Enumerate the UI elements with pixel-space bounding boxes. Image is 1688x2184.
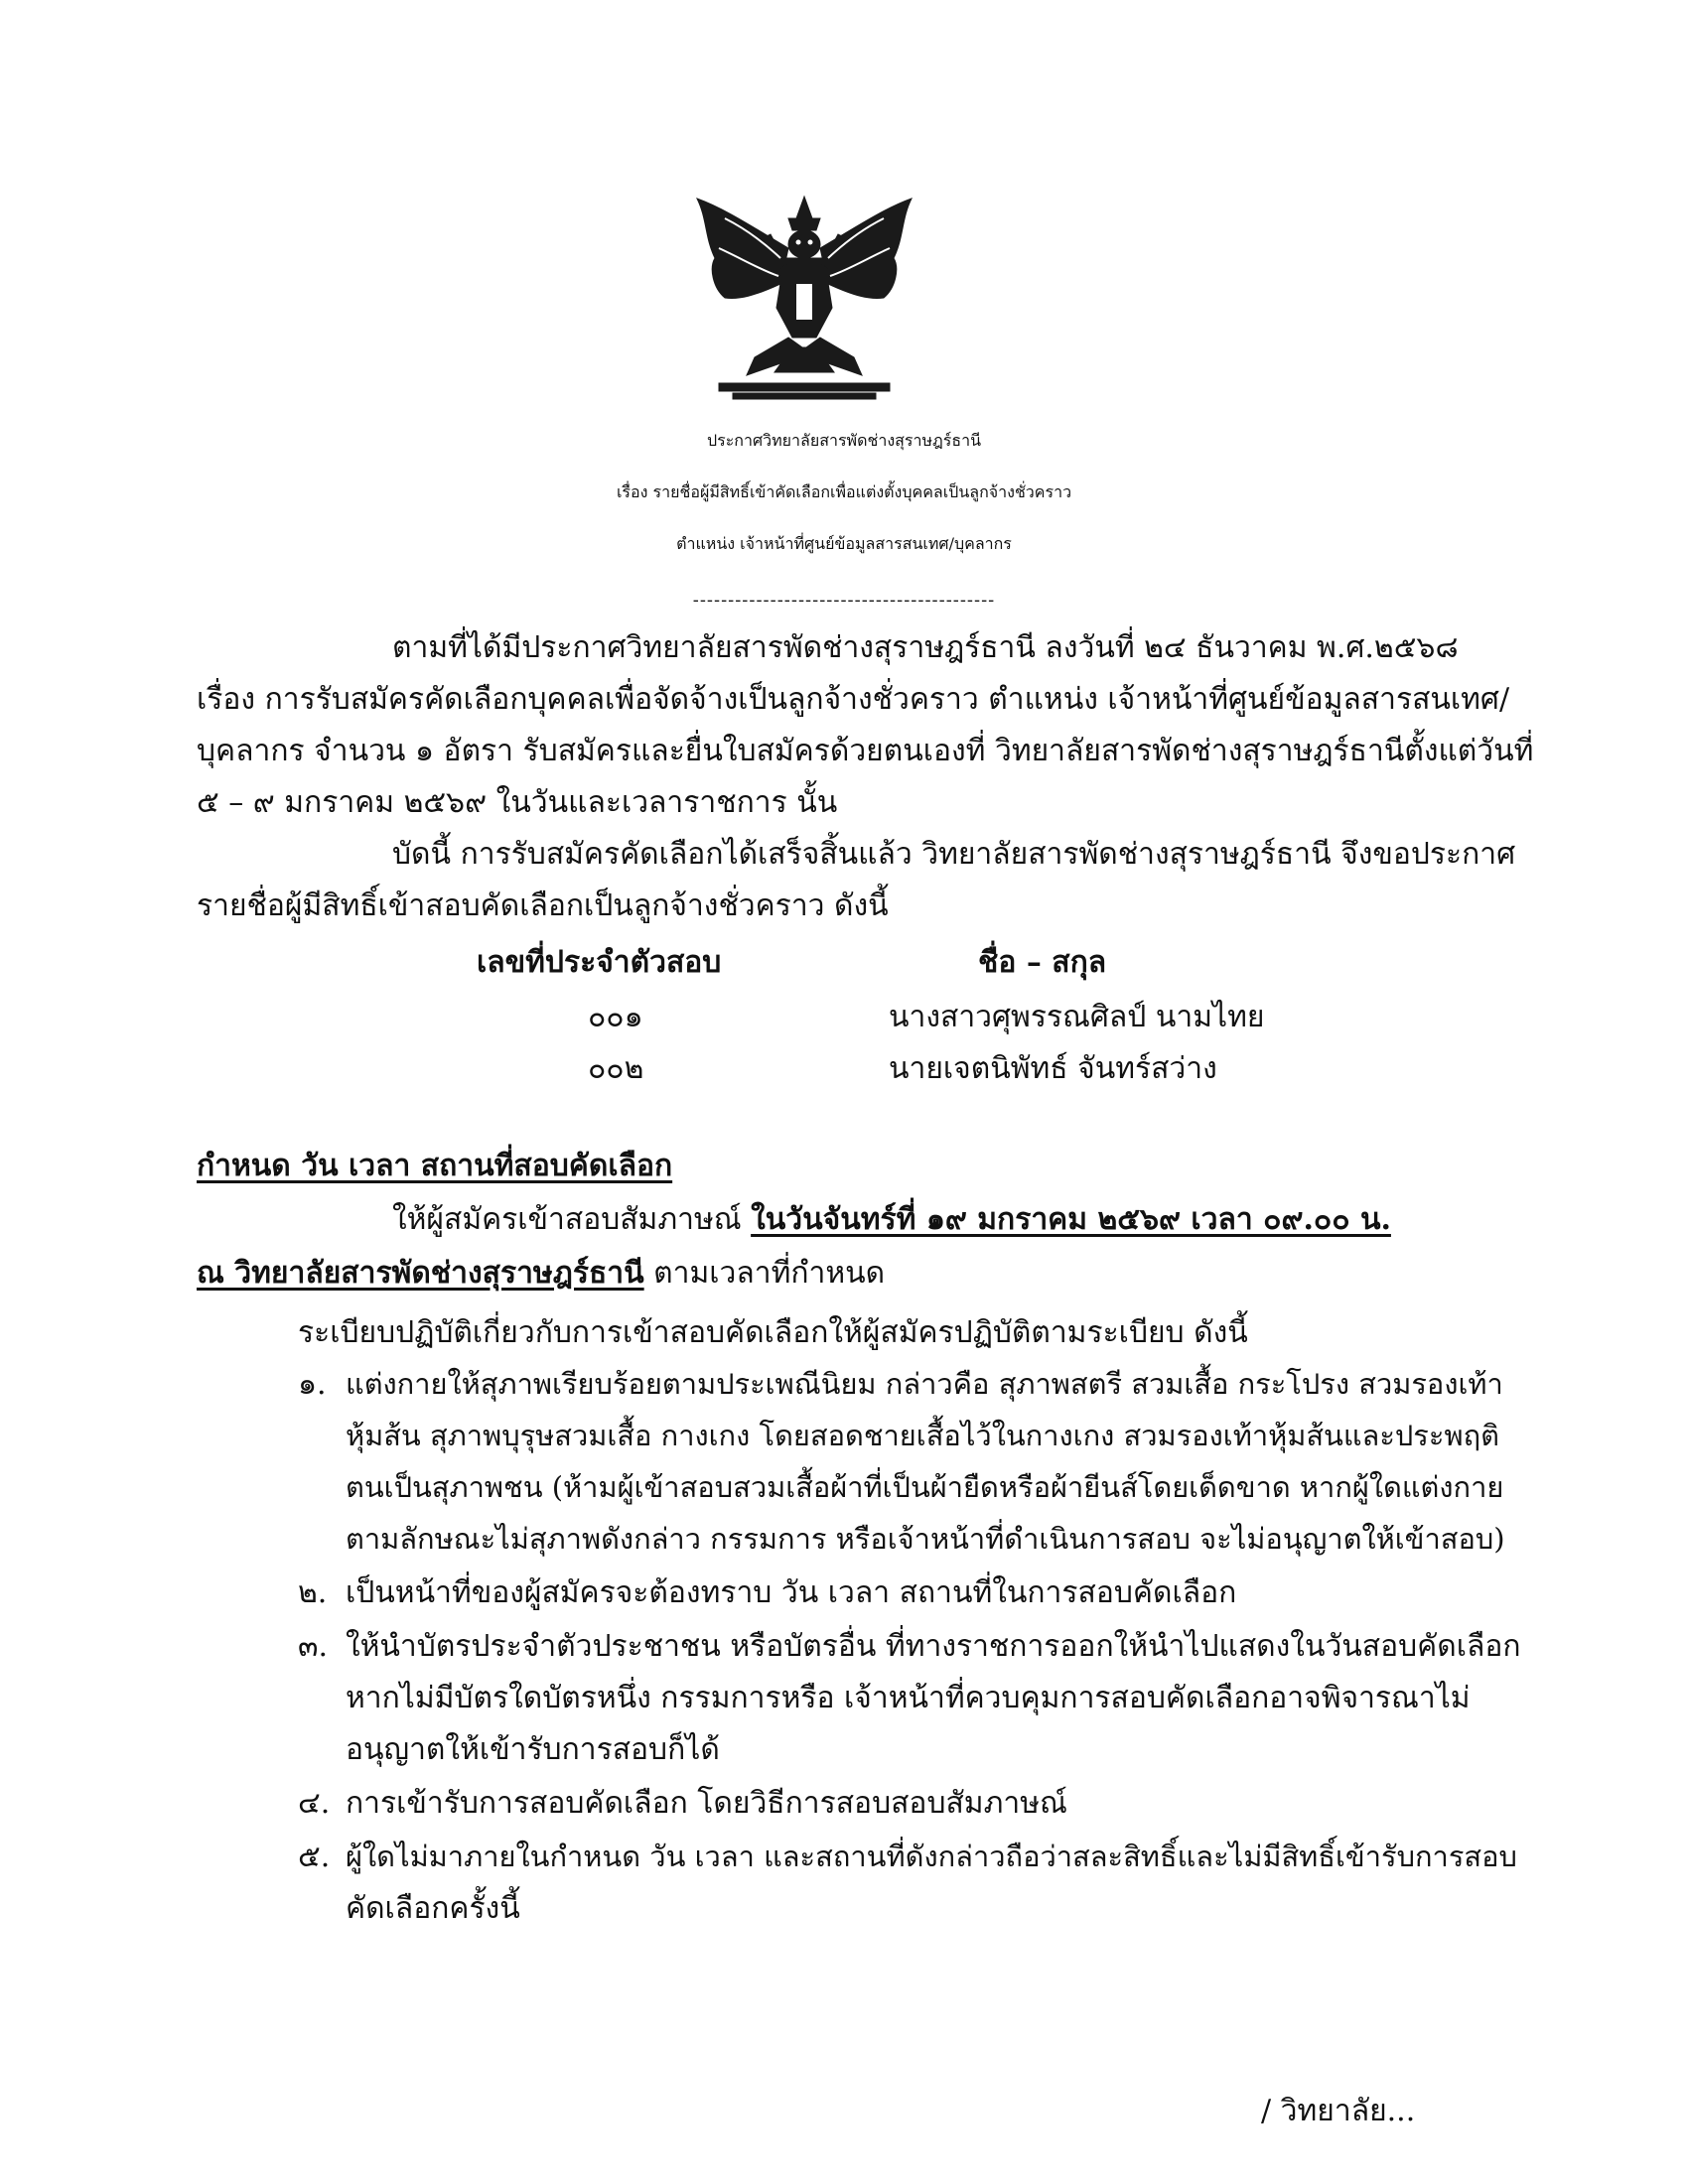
para1-line: ๕ – ๙ มกราคม ๒๕๖๙ ในวันและเวลาราชการ นั้น bbox=[197, 785, 838, 820]
para2-line: รายชื่อผู้มีสิทธิ์เข้าสอบคัดเลือกเป็นลูกจ้างชั่วคราว ดังนี้ bbox=[197, 888, 889, 923]
interview-venue: ณ วิทยาลัยสารพัดช่างสุราษฎร์ธานี bbox=[197, 1256, 644, 1291]
schedule-line-1 bbox=[392, 1202, 1391, 1237]
page-continuation: / วิทยาลัย... bbox=[1261, 2094, 1416, 2128]
garuda-emblem-icon bbox=[685, 189, 923, 407]
rule-number: ๒. bbox=[298, 1575, 328, 1610]
rule-number: ๓. bbox=[298, 1629, 329, 1664]
schedule-line-2-suffix: ตามเวลาที่กำหนด bbox=[643, 1256, 886, 1291]
rule-line: ตนเป็นสุภาพชน (ห้ามผู้เข้าสอบสวมเสื้อผ้าที่เป็นผ้ายืดหรือผ้ายีนส์โดยเด็ดขาด หากผู้ใดแต่งกาย bbox=[346, 1470, 1504, 1504]
rule-number: ๕. bbox=[298, 1840, 331, 1874]
header-divider: ------------------------------------------- bbox=[692, 590, 996, 611]
candidate-name: นางสาวศุพรรณศิลป์ นามไทย bbox=[889, 1000, 1265, 1034]
para1-line: ตามที่ได้มีประกาศวิทยาลัยสารพัดช่างสุราษฎร์ธานี ลงวันที่ ๒๔ ธันวาคม พ.ศ.๒๕๖๘ bbox=[392, 630, 1459, 665]
interview-date: ในวันจันทร์ที่ ๑๙ มกราคม ๒๕๖๙ เวลา ๐๙.๐๐ น. bbox=[751, 1202, 1391, 1237]
para2-line: บัดนี้ การรับสมัครคัดเลือกได้เสร็จสิ้นแล้ว วิทยาลัยสารพัดช่างสุราษฎร์ธานี จึงขอประกาศ bbox=[392, 837, 1516, 872]
announcement-position: ตำแหน่ง เจ้าหน้าที่ศูนย์ข้อมูลสารสนเทศ/บุคลากร bbox=[676, 534, 1012, 553]
rules-intro: ระเบียบปฏิบัติเกี่ยวกับการเข้าสอบคัดเลือกให้ผู้สมัครปฏิบัติตามระเบียบ ดังนี้ bbox=[298, 1315, 1248, 1350]
para1-line: เรื่อง การรับสมัครคัดเลือกบุคคลเพื่อจัดจ้างเป็นลูกจ้างชั่วคราว ตำแหน่ง เจ้าหน้าที่ศูนย์ข้อมูลสารสนเทศ/ bbox=[197, 682, 1510, 717]
rule-line: ตามลักษณะไม่สุภาพดังกล่าว กรรมการ หรือเจ้าหน้าที่ดำเนินการสอบ จะไม่อนุญาตให้เข้าสอบ) bbox=[346, 1522, 1505, 1556]
rule-line: หุ้มส้น สุภาพบุรุษสวมเสื้อ กางเกง โดยสอดชายเสื้อไว้ในกางเกง สวมรองเท้าหุ้มส้นและประพฤติ bbox=[346, 1419, 1499, 1452]
schedule-line-1-prefix: ให้ผู้สมัครเข้าสอบสัมภาษณ์ bbox=[392, 1202, 752, 1237]
schedule-heading: กำหนด วัน เวลา สถานที่สอบคัดเลือก bbox=[197, 1149, 673, 1183]
rule-number: ๑. bbox=[298, 1367, 327, 1402]
column-header-exam-id: เลขที่ประจำตัวสอบ bbox=[477, 945, 722, 980]
rule-number: ๔. bbox=[298, 1786, 331, 1821]
announcement-title: ประกาศวิทยาลัยสารพัดช่างสุราษฎร์ธานี bbox=[706, 431, 982, 450]
para1-line: บุคลากร จำนวน ๑ อัตรา รับสมัครและยื่นใบสมัครด้วยตนเองที่ วิทยาลัยสารพัดช่างสุราษฎร์ธานีตั้งแต่วันที่ bbox=[197, 734, 1534, 768]
rule-line: แต่งกายให้สุภาพเรียบร้อยตามประเพณีนิยม กล่าวคือ สุภาพสตรี สวมเสื้อ กระโปรง สวมรองเท้า bbox=[346, 1367, 1503, 1401]
exam-id: ๐๐๑ bbox=[588, 1000, 643, 1034]
rule-line: เป็นหน้าที่ของผู้สมัครจะต้องทราบ วัน เวลา สถานที่ในการสอบคัดเลือก bbox=[346, 1575, 1237, 1610]
rule-line: คัดเลือกครั้งนี้ bbox=[346, 1891, 520, 1926]
column-header-name: ชื่อ – สกุล bbox=[978, 945, 1107, 980]
rule-line: ให้นำบัตรประจำตัวประชาชน หรือบัตรอื่น ที่ทางราชการออกให้นำไปแสดงในวันสอบคัดเลือก bbox=[346, 1629, 1521, 1664]
rule-line: ผู้ใดไม่มาภายในกำหนด วัน เวลา และสถานที่ดังกล่าวถือว่าสละสิทธิ์และไม่มีสิทธิ์เข้ารับการสอบ bbox=[346, 1840, 1517, 1873]
rule-line: การเข้ารับการสอบคัดเลือก โดยวิธีการสอบสอบสัมภาษณ์ bbox=[346, 1786, 1067, 1821]
rule-line: หากไม่มีบัตรใดบัตรหนึ่ง กรรมการหรือ เจ้าหน้าที่ควบคุมการสอบคัดเลือกอาจพิจารณาไม่ bbox=[346, 1681, 1471, 1715]
announcement-subject: เรื่อง รายชื่อผู้มีสิทธิ์เข้าคัดเลือกเพื่อแต่งตั้งบุคคลเป็นลูกจ้างชั่วคราว bbox=[616, 482, 1072, 501]
exam-id: ๐๐๒ bbox=[588, 1051, 644, 1086]
rule-line: อนุญาตให้เข้ารับการสอบก็ได้ bbox=[346, 1732, 720, 1767]
schedule-line-2 bbox=[197, 1256, 886, 1291]
candidate-name: นายเจตนิพัทธ์ จันทร์สว่าง bbox=[889, 1051, 1217, 1086]
